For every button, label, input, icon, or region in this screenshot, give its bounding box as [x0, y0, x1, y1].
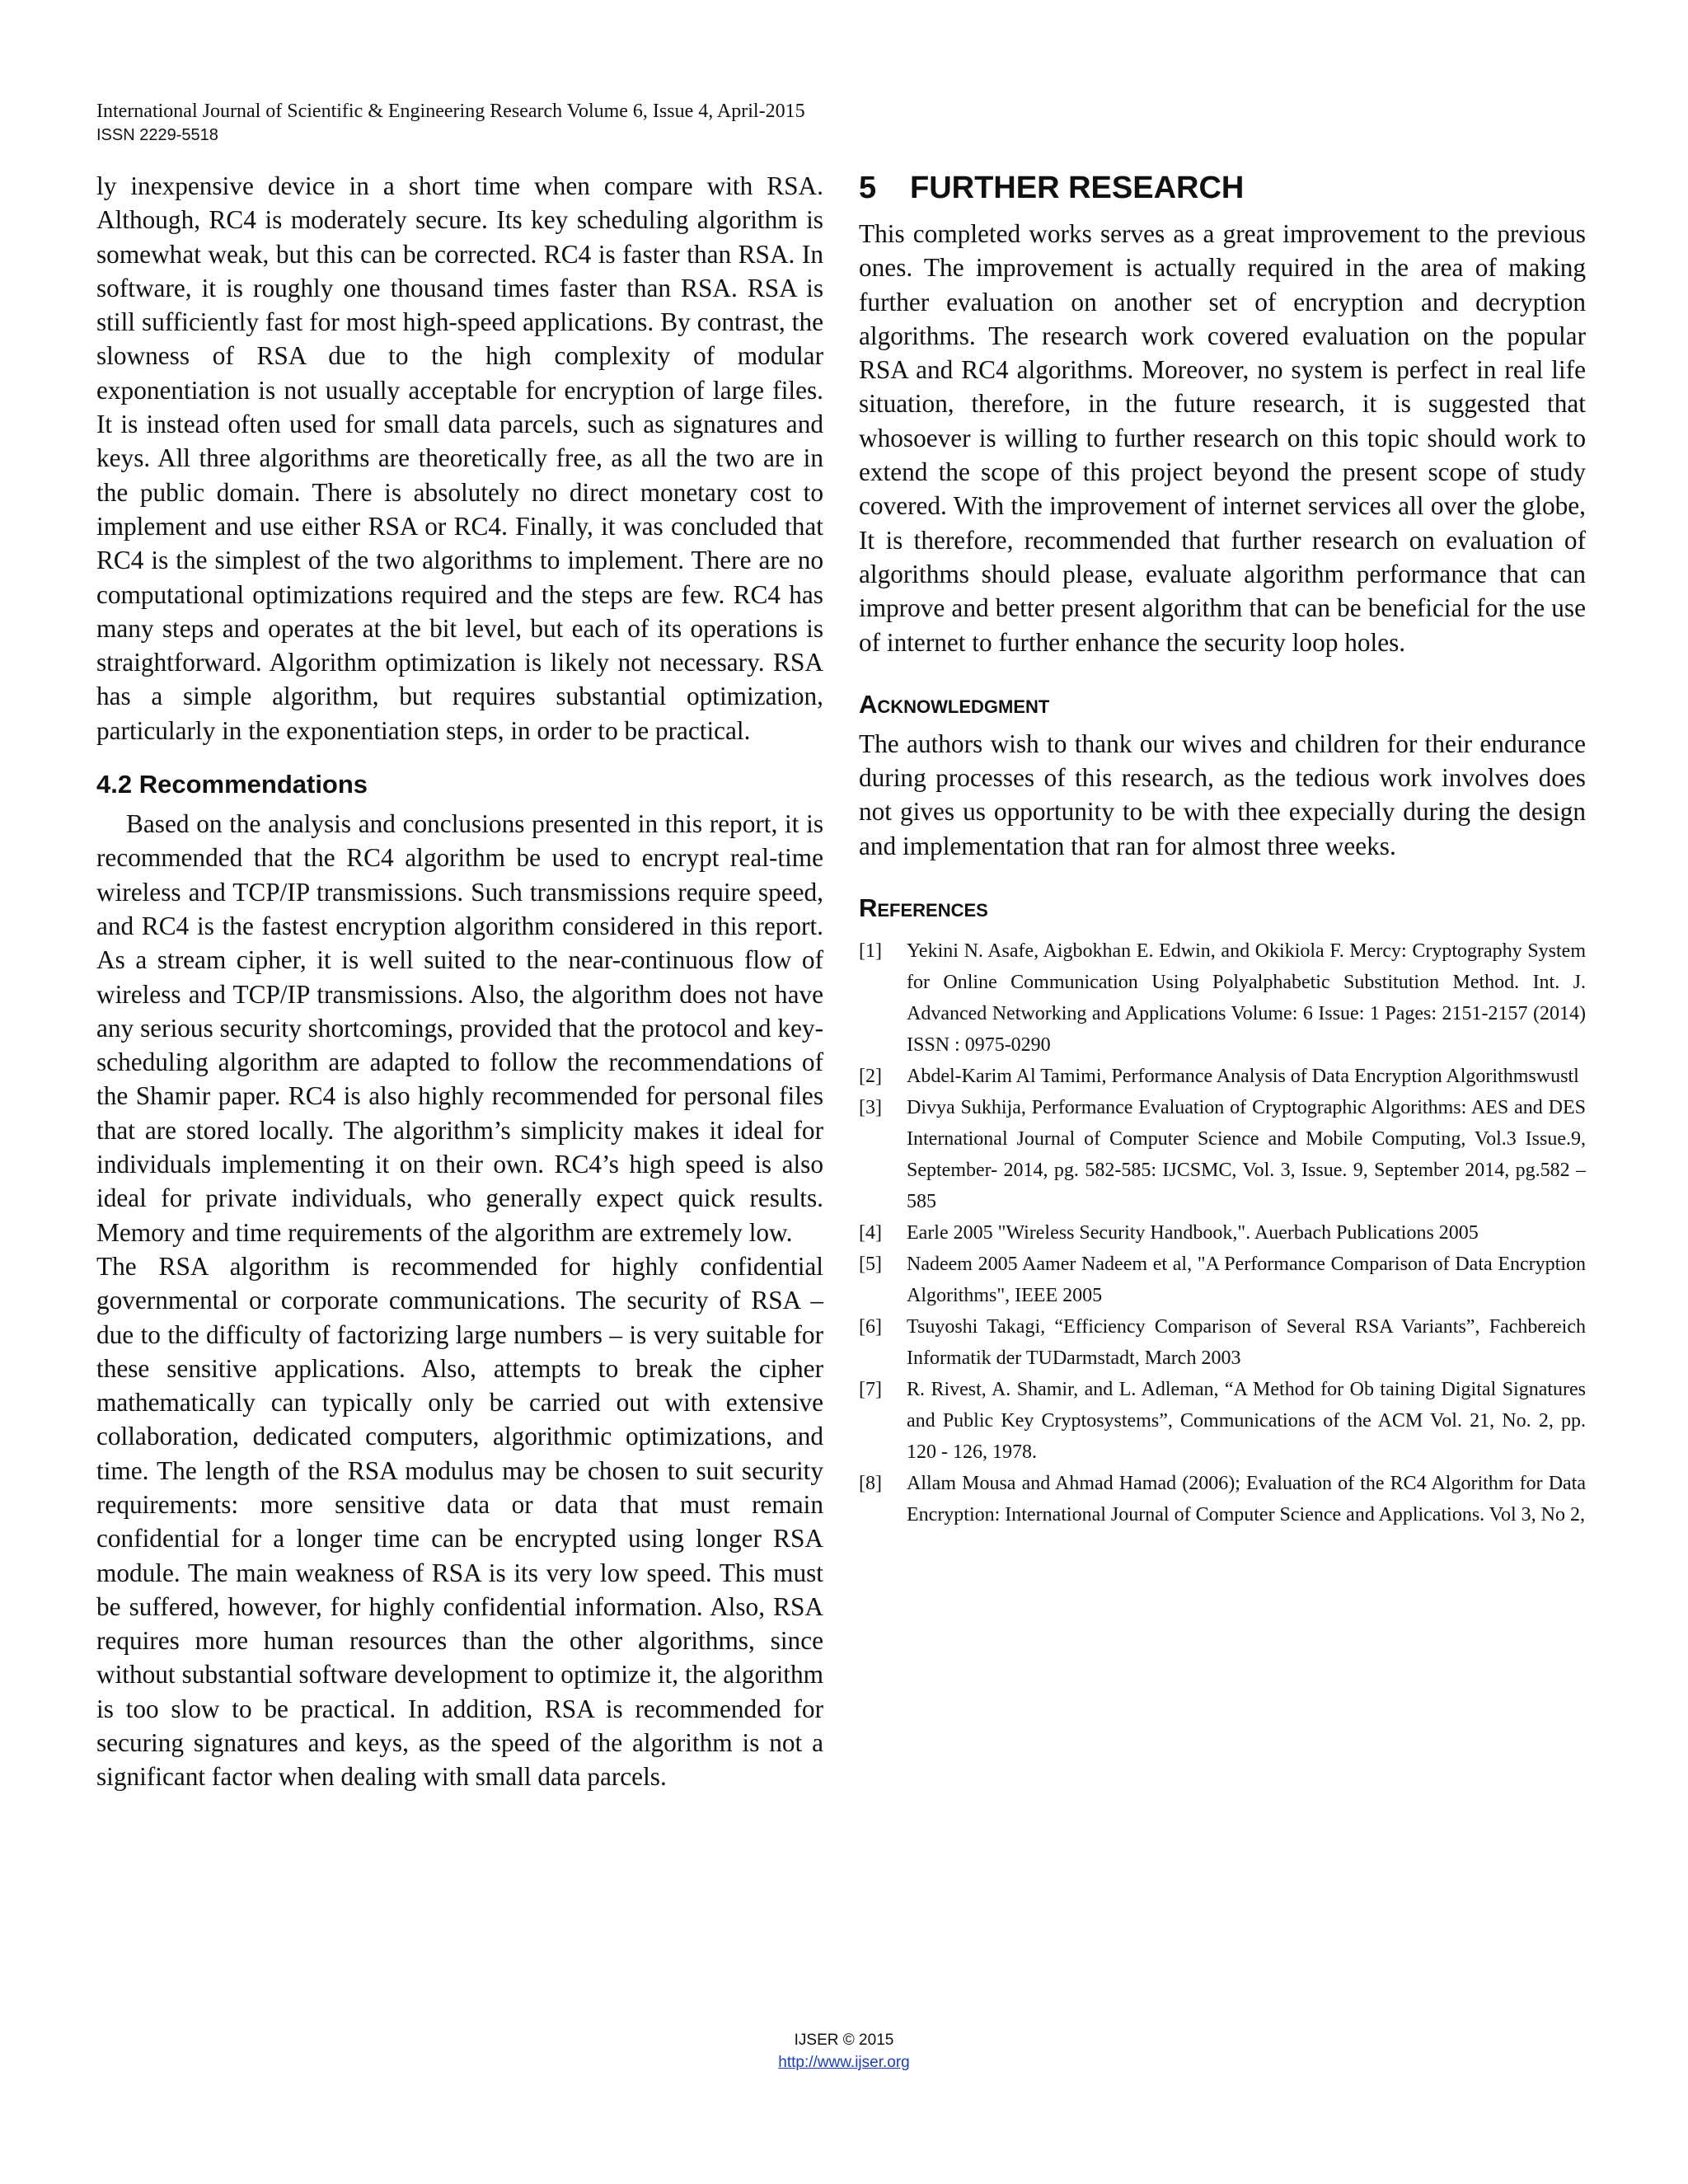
reference-item	[859, 1249, 1586, 1311]
journal-link[interactable]: http://www.ijser.org	[778, 2054, 910, 2071]
reference-text: Earle 2005 "Wireless Security Handbook,". Auerbach Publications 2005	[907, 1222, 1479, 1244]
references-heading: References	[859, 893, 988, 923]
reference-item	[859, 1217, 1586, 1249]
reference-item	[859, 1468, 1586, 1530]
further-research-heading	[859, 169, 1586, 207]
reference-item	[859, 1092, 1586, 1217]
reference-item	[859, 1061, 1586, 1092]
reference-item	[859, 1374, 1586, 1468]
reference-text: Divya Sukhija, Performance Evaluation of Cryptographic Algorithms: AES and DES International Journal of Computer Science and Mobile Computing, Vol.3 Issue.9, September- 2014, pg. 582-585: IJCSMC, Vol. 3, Issue. 9, September 2014, pg.582 – 585	[907, 1097, 1586, 1213]
issn: ISSN 2229-5518	[96, 126, 218, 144]
reference-number: [2]	[859, 1066, 882, 1088]
running-header	[96, 99, 1580, 147]
reference-text: R. Rivest, A. Shamir, and L. Adleman, “A Method for Ob taining Digital Signatures and Public Key Cryptosystems”, Communications of the ACM Vol. 21, No. 2, pp. 120 - 126, 1978.	[907, 1379, 1586, 1464]
copyright-notice: IJSER © 2015	[794, 2032, 894, 2049]
reference-number: [5]	[859, 1254, 882, 1276]
left-column	[96, 169, 823, 1794]
reference-number: [3]	[859, 1097, 882, 1119]
conclusion-paragraph: ly inexpensive device in a short time when compare with RSA. Although, RC4 is moderately secure. Its key scheduling algorithm is somewhat weak, but this can be corrected. RC4 is faster than RSA. In software, it is roughly one thousand times faster than RSA. RSA is still sufficiently fast for most high-speed applications. By contrast, the slowness of RSA due to the high complexity of modular exponentiation is not usually acceptable for encryption of large files. It is instead often used for small data parcels, such as signatures and keys. All three algorithms are theoretically free, as all the two are in the public domain. There is absolutely no direct monetary cost to implement and use either RSA or RC4. Finally, it was concluded that RC4 is the simplest of the two algorithms to implement. There are no computational optimizations required and the steps are few. RC4 has many steps and operates at the bit level, but each of its operations is straightforward. Algorithm optimization is likely not necessary. RSA has a simple algorithm, but requires substantial optimization, particularly in the exponentiation steps, in order to be practical.	[96, 171, 823, 745]
reference-item	[859, 935, 1586, 1061]
recommendations-paragraph-rsa: The RSA algorithm is recommended for highly confidential governmental or corporate communications. The security of RSA – due to the difficulty of factorizing large numbers – is very suitable for these sensitive applications. Also, attempts to break the cipher mathematically can typically only be carried out with extensive collaboration, dedicated computers, algorithmic optimizations, and time. The length of the RSA modulus may be chosen to suit security requirements: more sensitive data or data that must remain confidential for a longer time can be encrypted using longer RSA module. The main weakness of RSA is its very low speed. This must be suffered, however, for highly confidential information. Also, RSA requires more human resources than the other algorithms, since without substantial software development to optimize it, the algorithm is too slow to be practical. In addition, RSA is recommended for securing signatures and keys, as the speed of the algorithm is not a significant factor when dealing with small data parcels.	[96, 1251, 823, 1792]
reference-item	[859, 1311, 1586, 1374]
reference-text: Abdel-Karim Al Tamimi, Performance Analysis of Data Encryption Algorithmswustl	[907, 1066, 1579, 1088]
recommendations-paragraph-rc4: Based on the analysis and conclusions presented in this report, it is recommended that the RC4 algorithm be used to encrypt real-time wireless and TCP/IP transmissions. Such transmissions require speed, and RC4 is the fastest encryption algorithm considered in this report. As a stream cipher, it is well suited to the near-continuous flow of wireless and TCP/IP transmissions. Also, the algorithm does not have any serious security shortcomings, provided that the protocol and key-scheduling algorithm are adapted to follow the recommendations of the Shamir paper. RC4 is also highly recommended for personal files that are stored locally. The algorithm’s simplicity makes it ideal for individuals implementing it on their own. RC4’s high speed is also ideal for private individuals, who generally expect quick results. Memory and time requirements of the algorithm are extremely low.	[96, 809, 823, 1247]
reference-number: [4]	[859, 1222, 882, 1244]
acknowledgment-paragraph: The authors wish to thank our wives and children for their endurance during processes of this research, as the tedious work involves does not gives us opportunity to be with thee expecially during the design and implementation that ran for almost three weeks.	[859, 729, 1586, 860]
further-research-paragraph: This completed works serves as a great improvement to the previous ones. The improvement is actually required in the area of making further evaluation on another set of encryption and decryption algorithms. The research work covered evaluation on the popular RSA and RC4 algorithms. Moreover, no system is perfect in real life situation, therefore, in the future research, it is suggested that whosoever is willing to further research on this topic should work to extend the scope of this project beyond the present scope of study covered. With the improvement of internet services all over the globe, It is therefore, recommended that further research on evaluation of algorithms should please, evaluate algorithm performance that can improve and better present algorithm that can be beneficial for the use of internet to further enhance the security loop holes.	[859, 219, 1586, 657]
reference-text: Nadeem 2005 Aamer Nadeem et al, "A Performance Comparison of Data Encryption Algorithms", IEEE 2005	[907, 1254, 1586, 1307]
recommendations-heading: 4.2 Recommendations	[96, 770, 368, 799]
acknowledgment-heading: Acknowledgment	[859, 689, 1050, 719]
reference-text: Allam Mousa and Ahmad Hamad (2006); Evaluation of the RC4 Algorithm for Data Encryption: International Journal of Computer Science and Applications. Vol 3, No 2,	[907, 1473, 1586, 1526]
reference-number: [7]	[859, 1379, 882, 1401]
journal-title: International Journal of Scientific & Engineering Research Volume 6, Issue 4, April-2015	[96, 101, 805, 122]
page-footer	[0, 2029, 1688, 2074]
right-column	[859, 169, 1586, 1530]
reference-text: Tsuyoshi Takagi, “Efficiency Comparison of Several RSA Variants”, Fachbereich Informatik der TUDarmstadt, March 2003	[907, 1316, 1586, 1370]
reference-number: [1]	[859, 940, 882, 963]
reference-number: [8]	[859, 1473, 882, 1495]
section-number: 5	[859, 171, 877, 205]
reference-list	[859, 935, 1586, 1530]
reference-number: [6]	[859, 1316, 882, 1338]
reference-text: Yekini N. Asafe, Aigbokhan E. Edwin, and Okikiola F. Mercy: Cryptography System for Online Communication Using Polyalphabetic Substitution Method. Int. J. Advanced Networking and Applications Volume: 6 Issue: 1 Pages: 2151-2157 (2014) ISSN : 0975-0290	[907, 940, 1586, 1057]
section-title: FURTHER RESEARCH	[910, 171, 1245, 205]
